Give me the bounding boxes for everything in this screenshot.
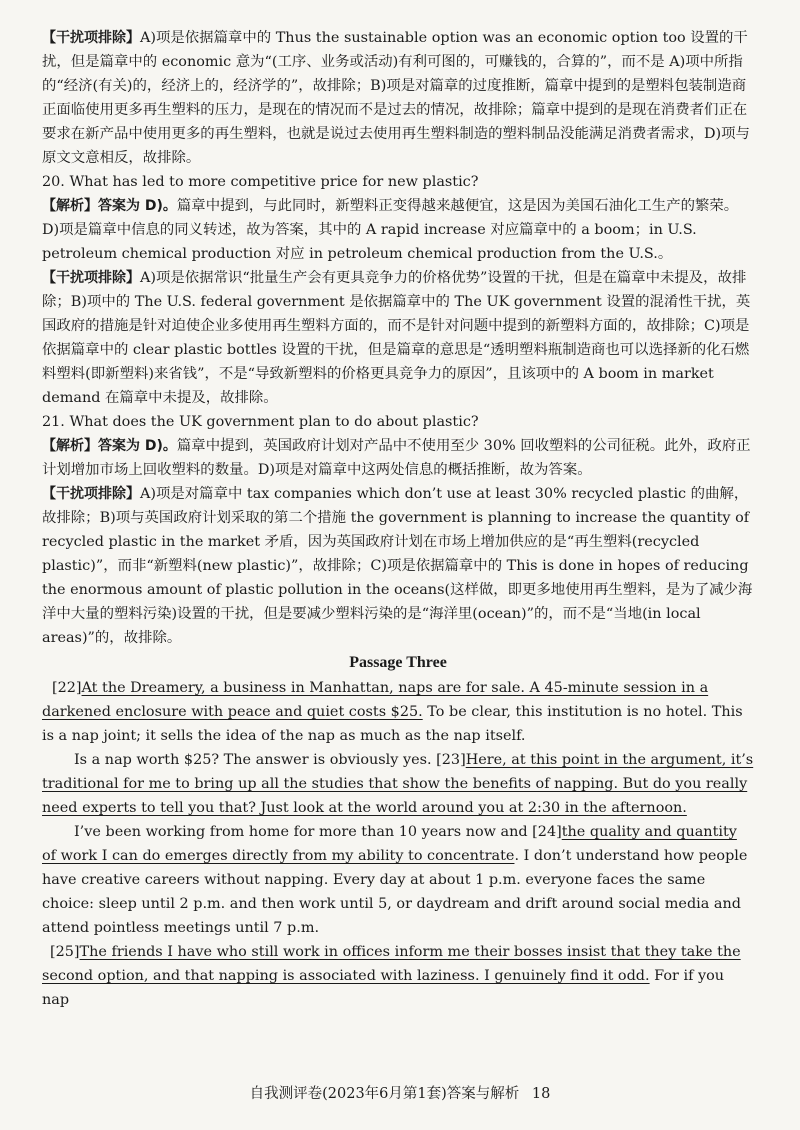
question-marker: [23] <box>436 752 466 768</box>
distractor-analysis-20 <box>42 266 754 410</box>
section-tag: 【干扰项排除】 <box>42 30 140 46</box>
passage-paragraph-24 <box>42 820 754 940</box>
paragraph-text: 篇章中提到，英国政府计划对产品中不使用至少 30% 回收塑料的公司征税。此外，政府正计划增加市场上回收塑料的数量。D)项是对篇章中这两处信息的概括推断，故为答案。 <box>42 438 751 478</box>
distractor-analysis-19 <box>42 26 754 170</box>
question-marker: [25] <box>50 944 80 960</box>
answer-analysis-20 <box>42 194 754 266</box>
underlined-text: The friends I have who still work in offices inform me their bosses insist that they take the second option, and that napping is associated with laziness. I genuinely find it odd. <box>42 944 741 984</box>
underlined-text: the quality and quantity of work I can do emerges directly from my ability to concentrate <box>42 824 737 864</box>
passage-title: Passage Three <box>349 654 447 671</box>
paragraph-text: A)项是依据常识“批量生产会有更具竞争力的价格优势”设置的干扰，但是在篇章中未提及，故排除；B)项中的 The U.S. federal government 是依据篇章中的 The UK government 设置的混淆性干扰，英国政府的措施是针对迫使企业多使用再生塑料方面的，而不是针对问题中提到的新塑料方面的，故排除；C)项是依据篇章中的 clear plastic bottles 设置的干扰，但是篇章的意思是“透明塑料瓶制造商也可以选择新的化石燃料塑料(即新塑料)来省钱”，不是“导致新塑料的价格更具竞争力的原因”，且该项中的 A boom in market demand 在篇章中未提及，故排除。 <box>42 270 751 406</box>
section-tag: 【干扰项排除】 <box>42 270 140 286</box>
paragraph-text: For if you nap <box>42 968 725 1008</box>
section-tag: 【解析】答案为 D)。 <box>42 438 177 454</box>
document-page <box>42 26 754 1012</box>
footer-title: 自我测评卷(2023年6月第1套)答案与解析 <box>249 1086 520 1102</box>
passage-paragraph-23 <box>42 748 754 820</box>
section-tag: 【干扰项排除】 <box>42 486 140 502</box>
question-20: 20. What has led to more competitive price for new plastic? <box>42 174 479 190</box>
paragraph-text: To be clear, this institution is no hotel. This is a nap joint; it sells the idea of the nap as much as the nap itself. <box>42 704 743 744</box>
section-tag: 【解析】答案为 D)。 <box>42 198 177 214</box>
paragraph-text: A)项是对篇章中 tax companies which don’t use at least 30% recycled plastic 的曲解，故排除；B)项与英国政府计划采取的第二个措施 the government is planning to increase the quantity of recycled plastic in the market 矛盾，因为英国政府计划在市场上增加供应的是“再生塑料(recycled plastic)”，而非“新塑料(new plastic)”，故排除；C)项是依据篇章中的 This is done in hopes of reducing the enormous amount of plastic pollution in the oceans(这样做，即更多地使用再生塑料，是为了减少海洋中大量的塑料污染)设置的干扰，但是要减少塑料污染的是“海洋里(ocean)”的，而不是“当地(in local areas)”的，故排除。 <box>42 486 753 646</box>
paragraph-text: I’ve been working from home for more than 10 years now and <box>74 824 533 840</box>
question-21: 21. What does the UK government plan to do about plastic? <box>42 414 479 430</box>
question-marker: [22] <box>52 680 82 696</box>
answer-analysis-21 <box>42 434 754 482</box>
paragraph-text: . I don’t understand how people have creative careers without napping. Every day at about 1 p.m. everyone faces the same choice: sleep until 2 p.m. and then work until 5, or daydream and drift around social media and attend pointless meetings until 7 p.m. <box>42 848 748 936</box>
page-number: 18 <box>531 1086 551 1102</box>
question-marker: [24] <box>532 824 562 840</box>
paragraph-text: A)项是依据篇章中的 Thus the sustainable option was an economic option too 设置的干扰，但是篇章中的 economic 意为“(工序、业务或活动)有利可图的，可赚钱的，合算的”，而不是 A)项中所指的“经济(有关)的，经济上的，经济学的”，故排除；B)项是对篇章的过度推断，篇章中提到的是塑料包装制造商正面临使用更多再生塑料的压力，是现在的情况而不是过去的情况，故排除；篇章中提到的是现在消费者们正在要求在新产品中使用更多的再生塑料，也就是说过去使用再生塑料制造的塑料制品没能满足消费者需求，D)项与原文文意相反，故排除。 <box>42 30 750 166</box>
paragraph-text: Is a nap worth $25? The answer is obviously yes. <box>74 752 437 768</box>
underlined-text: Here, at this point in the argument, it’s traditional for me to bring up all the studies that show the benefits of napping. But do you really need experts to tell you that? Just look at the world around you at 2:30 in the afternoon. <box>42 752 754 816</box>
underlined-text: At the Dreamery, a business in Manhattan, naps are for sale. A 45-minute session in a darkened enclosure with peace and quiet costs $25. <box>42 680 709 720</box>
paragraph-text: 篇章中提到，与此同时，新塑料正变得越来越便宜，这是因为美国石油化工生产的繁荣。D)项是篇章中信息的同义转述，故为答案，其中的 A rapid increase 对应篇章中的 a boom；in U.S. petroleum chemical production 对应 in petroleum chemical production from the U.S.。 <box>42 198 739 262</box>
distractor-analysis-21 <box>42 482 754 650</box>
passage-paragraph-22 <box>42 676 754 748</box>
passage-paragraph-25 <box>42 940 754 1012</box>
page-footer <box>0 1082 800 1103</box>
